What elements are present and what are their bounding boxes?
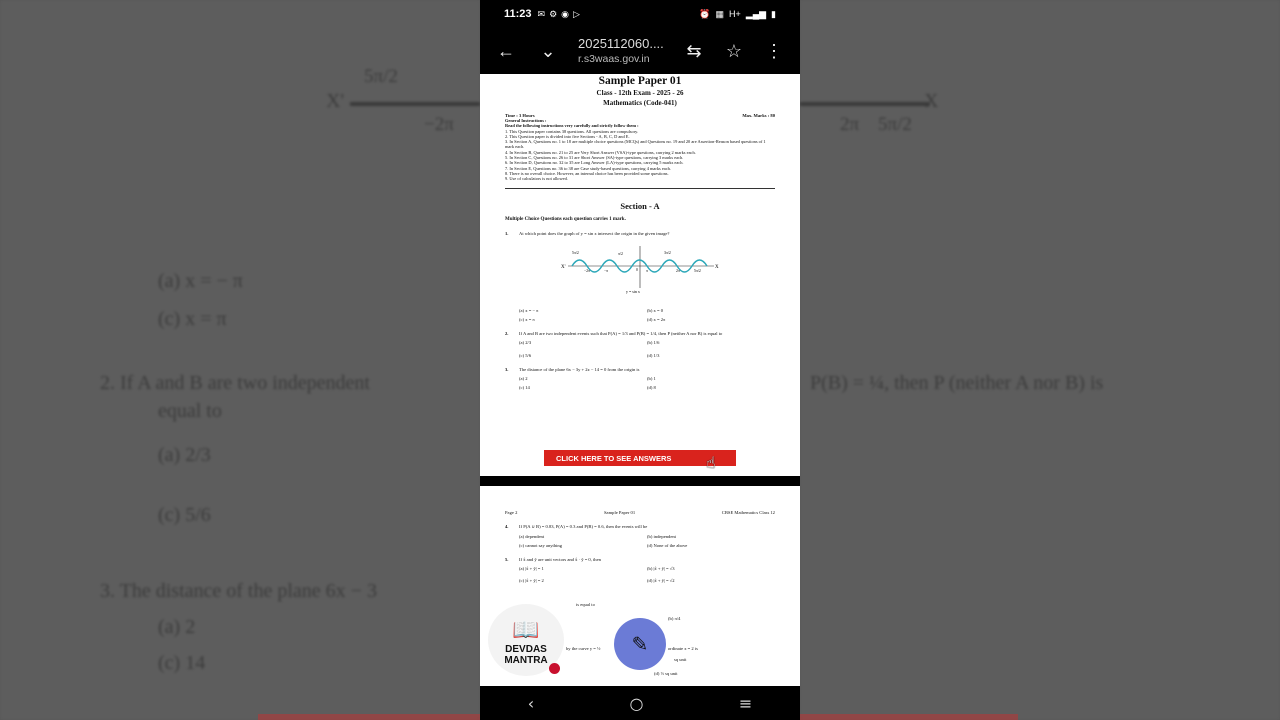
signal-icon: ▂▄▆ [745,8,767,19]
divider [505,188,775,189]
background-right-panel [800,0,1280,720]
option-c: (c) |x̂ + ŷ| = 2 [519,578,544,583]
status-time: 11:23 [504,8,532,20]
graph-label: 2π [676,268,680,273]
alarm-icon: ⏰ [699,8,711,19]
option-b: (b) |x̂ + ŷ| = √3 [647,566,675,571]
background-x-left: X' [326,90,345,112]
question-7-fragment-right: ordinate x = 2 is [668,646,698,651]
background-question-cont: equal to [158,400,222,422]
battery-icon: ▮ [771,8,776,19]
channel-logo [488,604,564,676]
subject-line: Mathematics (Code-041) [603,99,677,107]
time-label: Time : 3 Hours [505,113,535,118]
graph-label: 3π/2 [664,250,671,255]
nav-recents-icon[interactable]: ≡ [738,693,753,713]
network-type: H+ [729,9,741,19]
marks-label: Max. Marks : 80 [742,113,775,118]
option-d: (d) 1/3 [647,352,660,358]
option-d: (d) 8 [647,384,656,390]
question-number: 2. [505,330,509,336]
option-a: (a) dependent [519,534,545,539]
background-option: (c) 5/6 [158,504,211,526]
graph-label: 0 [636,267,638,272]
instruction-item: 7. In Section E, Questions no. 36 to 38 are Case study-based questions, carrying 4 marks each. [505,165,671,171]
sine-graph [560,244,720,294]
logo-dot [549,663,560,674]
nav-home-icon[interactable]: ○ [629,693,644,713]
question-1-options [480,308,800,322]
question-number: 1. [505,230,509,236]
graph-label: −π [604,268,609,273]
instruction-item: 3. In Section A, Questions no. 1 to 18 are multiple choice questions (MCQs) and Questions no. 19 and 20 are Assertion-Reason based questions of 1 mark each. [505,139,766,150]
question-text: If x̂ and ŷ are unit vectors and x̂ · ŷ = 0, then [519,557,601,562]
question-2 [480,331,800,336]
class-line: Class - 12th Exam - 2025 - 26 [596,89,684,97]
option-fragment: (d) ⅓ sq unit [654,671,678,676]
background-axis-left [350,102,480,106]
graph-label: 5π/2 [694,268,701,273]
graph-label: π [646,268,648,273]
page-header-right: CBSE Mathematics Class 12 [721,510,775,515]
question-number: 4. [505,524,509,529]
more-vert-icon[interactable]: ⋮ [765,40,783,61]
background-option: (a) x = − π [158,270,243,292]
instruction-item: 6. In Section D, Questions no. 32 to 35 are Long Answer (LA)-type questions, carrying 5 marks each. [505,160,684,166]
question-2-options [480,340,800,358]
option-d: (d) x = 2π [647,316,666,322]
general-instructions-heading: General Instructions : [505,118,547,123]
app-actions [682,39,786,63]
no-sim-icon: ▦ [715,8,725,19]
option-b: (b) x = 0 [647,307,663,313]
option-b: (b) independent [647,534,676,539]
question-text: If P(A ∪ B) = 0.83, P(A) = 0.3 and P(B) = 0.6, then the events will be [519,524,648,529]
document-url: r.s3waas.gov.in [578,52,650,65]
background-option: (c) 14 [158,652,206,674]
option-c: (c) cannot say anything [519,543,562,548]
status-left-icons [538,9,580,20]
background-label: 2π [840,114,860,135]
option-a: (a) x = − π [519,307,539,313]
background-option: (a) 2 [158,616,196,638]
question-text: At which point does the graph of y = sin x intersect the origin in the given image? [519,230,670,236]
gear-icon: ⚙ [549,8,558,19]
page-number: Page 2 [505,510,518,515]
graph-x-left: X' [561,264,566,270]
instruction-item: 9. Use of calculators is not allowed. [505,176,568,182]
status-right-icons [699,9,776,20]
system-nav-bar [480,686,800,720]
option-a: (a) 2/3 [519,339,532,345]
option-b: (b) 1/6 [647,339,660,345]
back-arrow-icon[interactable]: ← [497,40,515,61]
pencil-icon: ✎ [631,632,649,656]
option-fragment: sq unit [674,657,687,662]
instructions [480,118,800,182]
bookmark-star-icon[interactable]: ☆ [725,40,743,61]
background-label: 5π/2 [364,66,398,87]
option-c: (c) x = π [519,316,535,322]
question-6-fragment: is equal to [576,602,595,607]
option-a: (a) 2 [519,375,528,381]
graph-x-right: X [715,264,719,270]
background-option: (a) 2/3 [158,444,211,466]
background-label: 5π/2 [878,114,912,135]
paper-title: Sample Paper 01 [598,75,682,87]
play-icon: ▷ [573,8,580,19]
chevron-down-icon[interactable]: ⌄ [540,40,556,61]
question-number: 5. [505,557,509,562]
option-a: (a) |x̂ + ŷ| = 1 [519,566,544,571]
question-number: 3. [505,366,509,372]
background-option: (c) x = π [158,308,227,330]
read-instructions: Read the following instructions very carefully and strictly follow them : [505,123,639,129]
instruction-item: 2. This Question paper is divided into five Sections - A, B, C, D and E. [505,133,630,139]
option-d: (d) |x̂ + ŷ| = √2 [647,578,675,583]
pdf-page-1 [480,74,800,476]
graph-label: π/2 [618,251,623,256]
graph-y-label: y = sin x [626,288,640,294]
background-question: 2. If A and B are two independent [100,372,370,394]
option-b: (b) 1 [647,375,656,381]
mail-icon: ✉ [537,8,546,19]
logo-line-2: MANTRA [504,655,548,666]
see-answers-button[interactable]: CLICK HERE TO SEE ANSWERS [544,450,736,466]
question-4 [480,524,800,530]
graph-label: 5π/2 [572,250,579,255]
question-text: The distance of the plane 6x − 3y + 2z − 14 = 0 from the origin is [519,366,640,372]
document-title: 2025112060.... [578,36,664,52]
question-3 [480,367,800,372]
cast-icon: ◉ [561,8,570,19]
share-icon[interactable]: ⇆ [686,40,702,61]
option-c: (c) 5/6 [519,352,532,358]
option-d: (d) None of the above [647,543,688,548]
option-c: (c) 14 [519,384,530,390]
background-question: 3. The distance of the plane 6x − 3 [100,580,377,602]
instruction-item: 8. There is no overall choice. However, an internal choice has been provided some questions. [505,170,669,176]
hand-pointer-icon: ☝ [706,453,716,472]
instruction-item: 4. In Section B, Questions no. 21 to 25 are Very Short Answer (VSA)-type questions, carrying 2 marks each. [505,149,696,155]
background-axis-right [800,102,930,106]
page-header-center: Sample Paper 01 [604,510,636,515]
graph-label: −2π [584,268,590,273]
instruction-item: 1. This Question paper contains 38 questions. All questions are compulsory. [505,128,639,134]
mcq-note: Multiple Choice Questions each question carries 1 mark. [505,216,626,222]
question-1 [480,231,800,236]
question-3-options [480,376,800,390]
logo-line-1: DEVDAS [505,644,547,655]
question-text: If A and B are two independent events such that P(A) = 1/3 and P(B) = 1/4, then P (neither A nor B) is equal to [519,330,723,336]
nav-back-icon[interactable]: ‹ [527,693,535,713]
background-question-right: P(B) = ¼, then P (neither A nor B) is [810,372,1104,394]
app-bar [480,28,800,74]
book-logo-icon: 📖 [512,618,540,643]
background-label: −2π [424,114,454,135]
page-2-header [480,510,800,515]
question-7-fragment: by the curve y = ½ [566,646,601,651]
question-5-options [480,566,800,583]
section-heading: Section - A [620,200,660,211]
question-4-options [480,534,800,548]
edit-fab-button[interactable] [614,618,666,670]
background-left-panel [0,0,480,720]
option-fragment: (b) π/4 [668,616,681,621]
phone-screen [480,0,800,720]
status-bar [480,0,800,28]
background-x-right: X [924,90,939,112]
instruction-item: 5. In Section C, Questions no. 26 to 31 are Short Answer (SA)-type questions, carrying 3 marks each. [505,155,684,161]
title-box [578,36,682,65]
question-5 [480,557,800,562]
